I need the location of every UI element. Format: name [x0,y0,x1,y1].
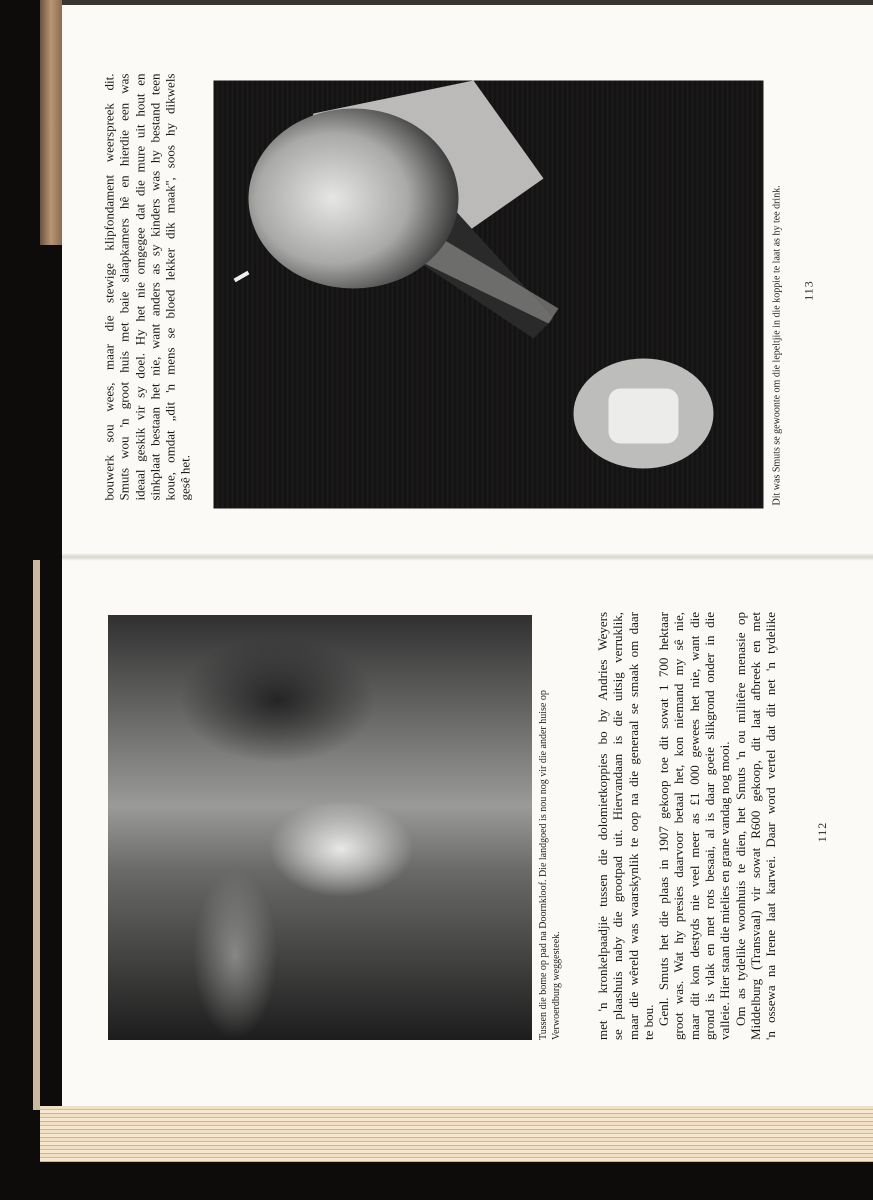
text-line: Genl. Smuts het die plaas in 1907 gekoop toe dit sowat 1 700 hektaar [656,612,672,1026]
text-line: koue, omdat „dit 'n mens se bloed lekker dik maak'', soos hy dikwels [162,73,178,500]
page-112 [65,560,873,1110]
text-line: bouwerk sou wees, maar die stewige klipfondament weerspreek dit. [101,73,116,500]
page-edges [40,1106,873,1162]
page-number: 113 [801,279,815,301]
text-line: valleie. Hier staan die mielies en grane vandag nog mooi. [717,741,733,1040]
body-text [595,612,779,1040]
text-line: gesê het. [177,454,193,500]
text-line: maar die wêreld was waarskynlik te oop na die generaal se smaak om daar [625,612,641,1040]
page-number: 112 [815,821,829,843]
text-line: ideaal geskik vir sy doel. Hy het nie omgegee dat die mure uit hout en [131,73,147,500]
photo-caption: Dit was Smuts se gewoonte om die lepeltjie in die koppie te laat as hy tee drink. [771,184,782,505]
text-line: te bou. [640,1004,656,1040]
text-line: grond is vlak en met rots besaai, al is daar goeie slikgrond onder in die [702,612,718,1040]
page-113 [65,0,873,555]
text-line: se plaashuis naby die grootpad uit. Hiervandaan is die uitsig verruklik, [610,612,626,1040]
book-edge-strip [33,560,40,1110]
text-line: Middelburg (Transvaal) vir sowat R600 gekoop, dit laat afbreek en met [747,612,763,1040]
portrait-illustration [213,80,763,508]
photo-caption [537,610,563,1040]
text-line: 'n ossewa na Irene laat karwei. Daar word vertel dat dit net 'n tydelike [763,612,779,1040]
photo-smuts-drinking-tea [213,80,763,508]
text-line: maar dit kon destyds nie veel meer as £1 000 gewees het nie, want die [686,612,702,1040]
text-line: met 'n kronkelpaadjie tussen die dolomietkoppies bo by Andries Weyers [595,612,610,1040]
text-line: Smuts wou 'n groot huis met baie slaapkamers hê en hierdie een was [116,73,132,500]
book-edge [40,0,62,245]
caption-line: Tussen die bome op pad na Doornkloof. Die landgoed is nou nog vir die ander huise op [538,690,549,1040]
text-line: Om as tydelike woonhuis te dien, het Smuts 'n ou militêre menasie op [732,612,748,1026]
text-line: groot was. Wat hy presies daarvoor betaal het, kon niemand my sê nie, [671,612,687,1040]
caption-line: Verwoerdburg weggesteek. [551,931,562,1040]
body-text [101,73,193,500]
text-line: sinkplaat bestaan het nie, want anders as sy kinders was hy bestand teen [146,73,162,500]
photo-path-to-doornkloof [108,615,532,1040]
